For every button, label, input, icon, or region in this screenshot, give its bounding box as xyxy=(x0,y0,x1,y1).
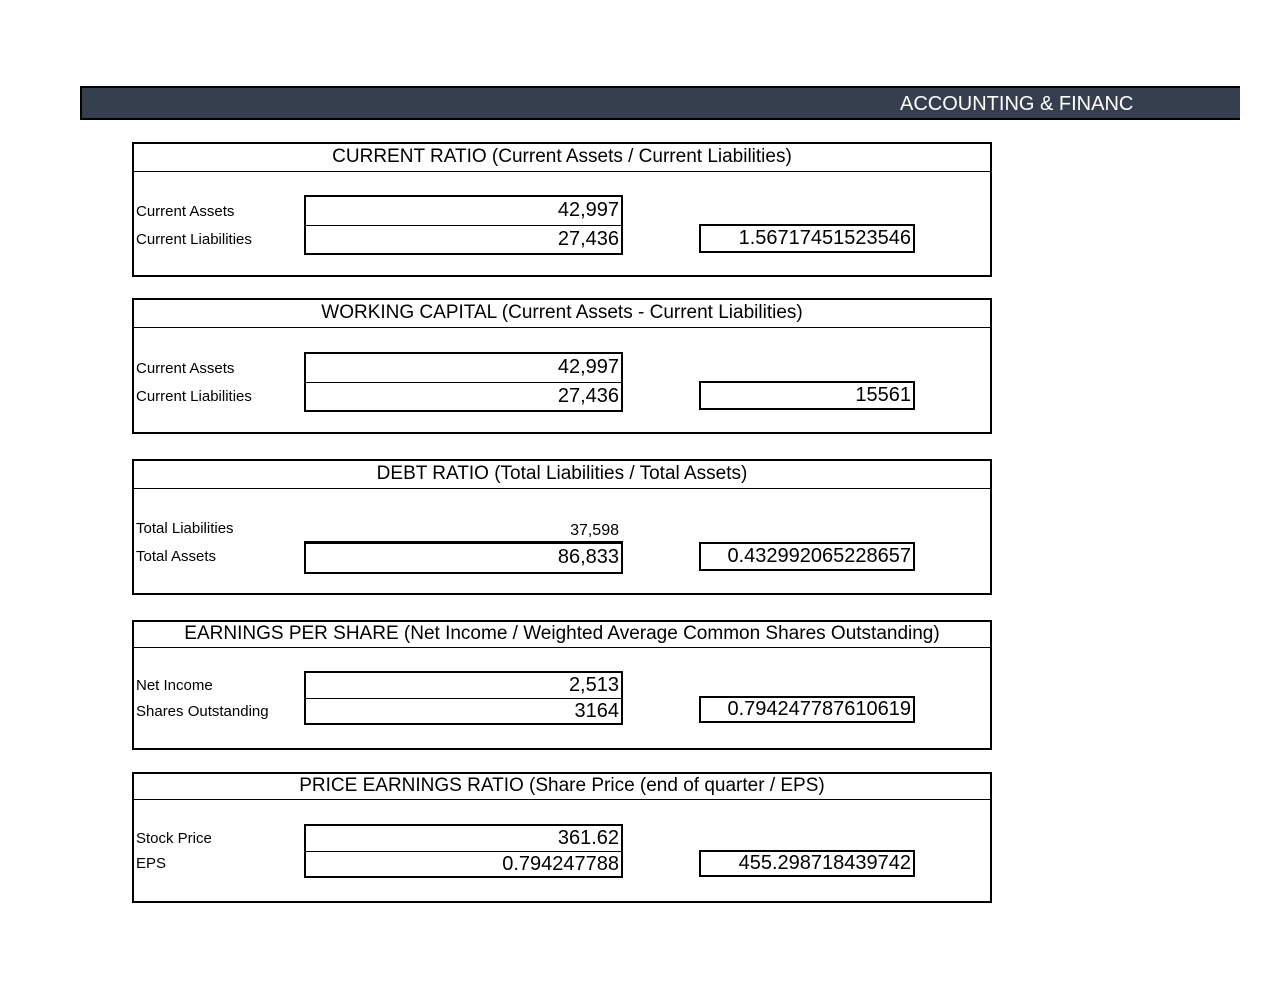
eps-cell[interactable]: 0.794247788 xyxy=(306,851,621,876)
stock-price-label: Stock Price xyxy=(136,830,212,847)
eps-label: EPS xyxy=(136,855,167,872)
header-title-clip xyxy=(82,88,1150,118)
total-liabilities-cell[interactable]: 37,598 xyxy=(570,522,619,539)
current-liabilities-cell[interactable]: 27,436 xyxy=(306,225,621,253)
working-capital-result-cell[interactable]: 15561 xyxy=(699,381,915,410)
debt-ratio-section xyxy=(132,459,992,595)
shares-outstanding-label: Shares Outstanding xyxy=(136,703,269,720)
header-bar xyxy=(80,86,1240,120)
current-assets-cell[interactable]: 42,997 xyxy=(557,199,619,221)
wc-current-liabilities-label: Current Liabilities xyxy=(136,388,252,405)
eps-section xyxy=(132,620,992,750)
current-ratio-result-cell[interactable]: 1.56717451523546 xyxy=(699,224,915,253)
eps-title: EARNINGS PER SHARE (Net Income / Weighted Average Common Shares Outstanding) xyxy=(134,622,990,648)
total-liabilities-label: Total Liabilities xyxy=(136,520,234,537)
current-assets-label: Current Assets xyxy=(136,203,235,220)
pe-ratio-title: PRICE EARNINGS RATIO (Share Price (end of quarter / EPS) xyxy=(134,774,990,800)
stock-price-cell[interactable]: 361.62 xyxy=(557,827,619,849)
pe-ratio-input-box xyxy=(304,824,623,878)
wc-current-assets-cell[interactable]: 42,997 xyxy=(557,356,619,378)
working-capital-input-box xyxy=(304,352,623,412)
wc-current-assets-label: Current Assets xyxy=(136,360,235,377)
working-capital-title: WORKING CAPITAL (Current Assets - Current Liabilities) xyxy=(134,300,990,328)
eps-input-box xyxy=(304,671,623,725)
wc-current-liabilities-cell[interactable]: 27,436 xyxy=(306,382,621,410)
current-ratio-section xyxy=(132,142,992,277)
current-ratio-title: CURRENT RATIO (Current Assets / Current Liabilities) xyxy=(134,144,990,172)
total-assets-label: Total Assets xyxy=(136,548,217,565)
total-assets-cell[interactable]: 86,833 xyxy=(557,546,619,568)
current-liabilities-label: Current Liabilities xyxy=(136,231,252,248)
pe-ratio-result-cell[interactable]: 455.298718439742 xyxy=(699,850,915,877)
debt-ratio-result-cell[interactable]: 0.432992065228657 xyxy=(699,542,915,571)
eps-result-cell[interactable]: 0.794247787610619 xyxy=(699,696,915,723)
pe-ratio-section xyxy=(132,772,992,903)
debt-ratio-input-box xyxy=(304,542,623,574)
debt-ratio-title: DEBT RATIO (Total Liabilities / Total Assets) xyxy=(134,461,990,489)
shares-outstanding-cell[interactable]: 3164 xyxy=(306,698,621,723)
current-ratio-input-box xyxy=(304,195,623,255)
working-capital-section xyxy=(132,298,992,434)
header-title: ACCOUNTING & FINANC xyxy=(900,93,1134,115)
net-income-label: Net Income xyxy=(136,677,213,694)
net-income-cell[interactable]: 2,513 xyxy=(568,674,619,696)
